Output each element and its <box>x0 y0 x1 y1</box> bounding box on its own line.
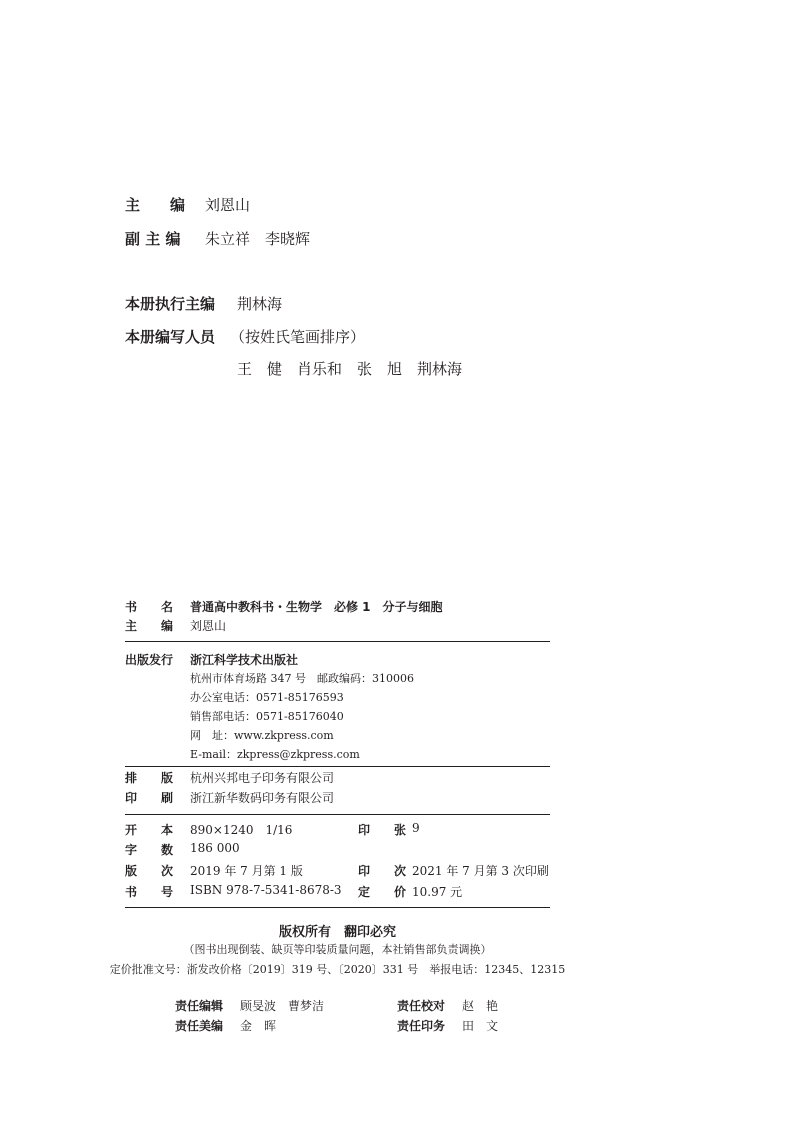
rights-title: 版权所有 翻印必究 <box>278 925 396 940</box>
typeset-value: 杭州兴邦电子印务有限公司 <box>190 771 335 785</box>
isbn-label: 书 号 <box>125 885 174 899</box>
divider-rule <box>125 814 550 815</box>
responsible-printing-value: 田 文 <box>462 1019 499 1033</box>
volume-chief-editor-value: 荆林海 <box>237 295 283 313</box>
price-label: 定 价 <box>358 885 407 899</box>
isbn-value: ISBN 978-7-5341-8678-3 <box>190 883 342 897</box>
format-label: 开 本 <box>125 823 174 837</box>
sheets-label: 印 张 <box>358 823 407 837</box>
print-value: 浙江新华数码印务有限公司 <box>190 791 335 805</box>
words-label: 字 数 <box>125 843 174 857</box>
responsible-design-label: 责任美编 <box>175 1019 224 1033</box>
responsible-proof-value: 赵 艳 <box>462 999 499 1013</box>
words-value: 186 000 <box>190 841 240 855</box>
sheets-value: 9 <box>412 821 420 835</box>
writers-note: （按姓氏笔画排序） <box>230 328 366 346</box>
typeset-label: 排 版 <box>125 771 174 785</box>
chief-editor-label: 主 编 <box>125 196 186 214</box>
responsible-editor-value: 顾旻波 曹梦洁 <box>240 999 325 1013</box>
impression-label: 印 次 <box>358 864 407 878</box>
writers-names: 王 健 肖乐和 张 旭 荆林海 <box>237 360 463 378</box>
publisher-address: 杭州市体育场路 347 号 邮政编码：310006 <box>190 672 414 685</box>
chief-editor-value: 刘恩山 <box>205 196 251 214</box>
price-value: 10.97 元 <box>412 885 463 899</box>
responsible-proof-label: 责任校对 <box>397 999 446 1013</box>
divider-rule <box>125 766 550 767</box>
responsible-design-value: 金 晖 <box>240 1019 277 1033</box>
email: E-mail：zkpress@zkpress.com <box>190 748 360 761</box>
edition-value: 2019 年 7 月第 1 版 <box>190 864 303 878</box>
divider-rule <box>125 641 550 642</box>
rights-notice: （图书出现倒装、缺页等印装质量问题，本社销售部负责调换） <box>183 943 492 956</box>
writers-label: 本册编写人员 <box>125 328 216 346</box>
print-label: 印 刷 <box>125 791 174 805</box>
responsible-printing-label: 责任印务 <box>397 1019 446 1033</box>
divider-rule <box>125 907 550 908</box>
cip-editor-label: 主 编 <box>125 619 174 633</box>
deputy-editor-value: 朱立祥 李晓辉 <box>205 230 311 248</box>
edition-label: 版 次 <box>125 864 174 878</box>
book-title-label: 书 名 <box>125 600 174 614</box>
publisher-label: 出版发行 <box>125 653 174 667</box>
publisher-name: 浙江科学技术出版社 <box>190 653 299 667</box>
office-phone: 办公室电话：0571-85176593 <box>190 691 344 704</box>
impression-value: 2021 年 7 月第 3 次印刷 <box>412 864 549 878</box>
deputy-editor-label: 副 主 编 <box>125 230 181 248</box>
sales-phone: 销售部电话：0571-85176040 <box>190 710 344 723</box>
website: 网 址：www.zkpress.com <box>190 729 334 742</box>
cip-editor-value: 刘恩山 <box>190 619 227 633</box>
book-title-value: 普通高中教科书・生物学 必修 1 分子与细胞 <box>190 600 443 614</box>
format-value: 890×1240 1/16 <box>190 823 293 837</box>
volume-chief-editor-label: 本册执行主编 <box>125 295 216 313</box>
responsible-editor-label: 责任编辑 <box>175 999 224 1013</box>
pricing-approval: 定价批准文号：浙发改价格〔2019〕319 号、〔2020〕331 号 举报电话：12345、12315 <box>109 963 566 976</box>
